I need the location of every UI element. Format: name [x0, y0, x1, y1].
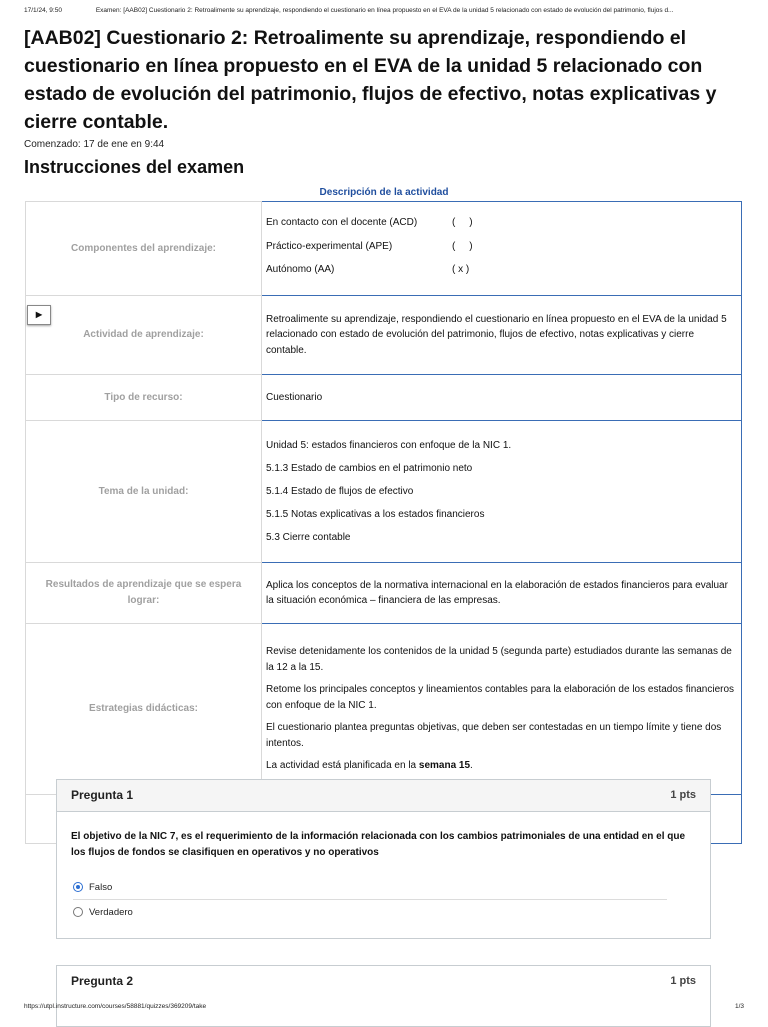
- components-value: [262, 202, 742, 296]
- strategy-paragraph: Retome los principales conceptos y lineamientos contables para la elaboración de los estados financieros con enfoque de la NIC 1.: [266, 684, 735, 711]
- topic-line: 5.3 Cierre contable: [266, 531, 351, 543]
- question-points: 1 pts: [670, 975, 696, 987]
- print-datetime: 17/1/24, 9:50: [24, 7, 62, 14]
- activity-label-cell: [26, 296, 262, 375]
- strategy-paragraph: Revise detenidamente los contenidos de la unidad 5 (segunda parte) estudiados durante las semanas de la 12 a la 15.: [266, 646, 732, 673]
- activity-description-caption: Descripción de la actividad: [319, 187, 449, 198]
- answer-label: Verdadero: [89, 906, 133, 918]
- component-item: [266, 215, 737, 231]
- component-item: [266, 239, 737, 255]
- activity-table: [25, 201, 742, 844]
- strategies-value: [262, 624, 742, 795]
- question-points: 1 pts: [670, 789, 696, 801]
- topic-label: Tema de la unidad:: [26, 421, 262, 563]
- activity-value: [262, 296, 742, 375]
- question-text: El objetivo de la NIC 7, es el requerimiento de la información relacionada con los cambios patrimoniales de una entidad en el que los flujos de fondos se clasifiquen en operativos y no operativos: [71, 831, 686, 858]
- question-header: [57, 966, 710, 995]
- strategy-text-end: .: [470, 760, 473, 772]
- topic-line: 5.1.5 Notas explicativas a los estados financieros: [266, 508, 485, 520]
- topic-row: [26, 421, 742, 563]
- page-url: https://utpl.instructure.com/courses/58881/quizzes/369209/take: [24, 1003, 207, 1010]
- radio-unselected-icon[interactable]: [73, 907, 83, 917]
- question-title: Pregunta 1: [71, 788, 134, 802]
- answer-option[interactable]: [73, 875, 667, 900]
- resource-row: [26, 375, 742, 421]
- answer-label: Falso: [89, 881, 113, 893]
- started-timestamp: Comenzado: 17 de ene en 9:44: [24, 139, 165, 150]
- print-title: Examen: [AAB02] Cuestionario 2: Retroalimente su aprendizaje, respondiendo el cuestionario en línea propuesto en el EVA de la unidad 5 relacionado con estado de evolución del patrimonio, flujos d...: [95, 7, 674, 14]
- strategy-paragraph: El cuestionario plantea preguntas objetivas, que deben ser contestadas en un tiempo límite y tiene dos intentos.: [266, 722, 722, 749]
- radio-selected-icon[interactable]: [73, 882, 83, 892]
- play-icon[interactable]: ▶: [27, 305, 51, 325]
- activity-text: Retroalimente su aprendizaje, respondiendo el cuestionario en línea propuesto en el EVA de la unidad 5 relacionado con estado de evolución del patrimonio, flujos de efectivo, notas explicativas y cierre contable.: [266, 313, 727, 356]
- question-card: [56, 965, 711, 1027]
- strategies-label: Estrategias didácticas:: [26, 624, 262, 795]
- component-name: Autónomo (AA): [266, 264, 335, 276]
- instructions-heading: Instrucciones del examen: [24, 157, 245, 177]
- topic-line: 5.1.3 Estado de cambios en el patrimonio neto: [266, 462, 473, 474]
- topic-line: 5.1.4 Estado de flujos de efectivo: [266, 485, 414, 497]
- question-card: [56, 779, 711, 939]
- component-mark: ( ): [452, 217, 473, 229]
- print-footer: [24, 1003, 744, 1010]
- activity-row: [26, 296, 742, 375]
- strategy-text: La actividad está planificada en la: [266, 760, 419, 772]
- component-name: En contacto con el docente (ACD): [266, 217, 418, 229]
- components-row: [26, 202, 742, 296]
- component-item: [266, 262, 737, 278]
- question-header: [57, 780, 710, 812]
- component-name: Práctico-experimental (APE): [266, 240, 393, 252]
- strategy-week: semana 15: [418, 760, 471, 772]
- answer-option[interactable]: [73, 900, 667, 924]
- page-number: 1/3: [734, 1003, 744, 1010]
- resource-value: Cuestionario: [262, 375, 742, 421]
- resource-label: Tipo de recurso:: [26, 375, 262, 421]
- topic-line: Unidad 5: estados financieros con enfoque de la NIC 1.: [266, 439, 512, 451]
- question-title: Pregunta 2: [71, 974, 134, 988]
- strategies-row: [26, 624, 742, 795]
- components-label: Componentes del aprendizaje:: [26, 202, 262, 296]
- results-label: Resultados de aprendizaje que se espera lograr:: [26, 563, 262, 624]
- results-value: Aplica los conceptos de la normativa internacional en la elaboración de estados financieros para evaluar la situación económica – financiera de las empresas.: [262, 563, 742, 624]
- activity-label: Actividad de aprendizaje:: [83, 329, 204, 340]
- component-mark: ( x ): [452, 264, 470, 276]
- strategy-paragraph: [266, 758, 737, 774]
- component-mark: ( ): [452, 240, 473, 252]
- results-row: [26, 563, 742, 624]
- page-title: [AAB02] Cuestionario 2: Retroalimente su aprendizaje, respondiendo el cuestionario en línea propuesto en el EVA de la unidad 5 relacionado con estado de evolución del patrimonio, flujos de efectivo, notas explicativas y cierre contable.: [24, 27, 717, 133]
- print-header: [24, 7, 744, 14]
- topic-value: [262, 421, 742, 563]
